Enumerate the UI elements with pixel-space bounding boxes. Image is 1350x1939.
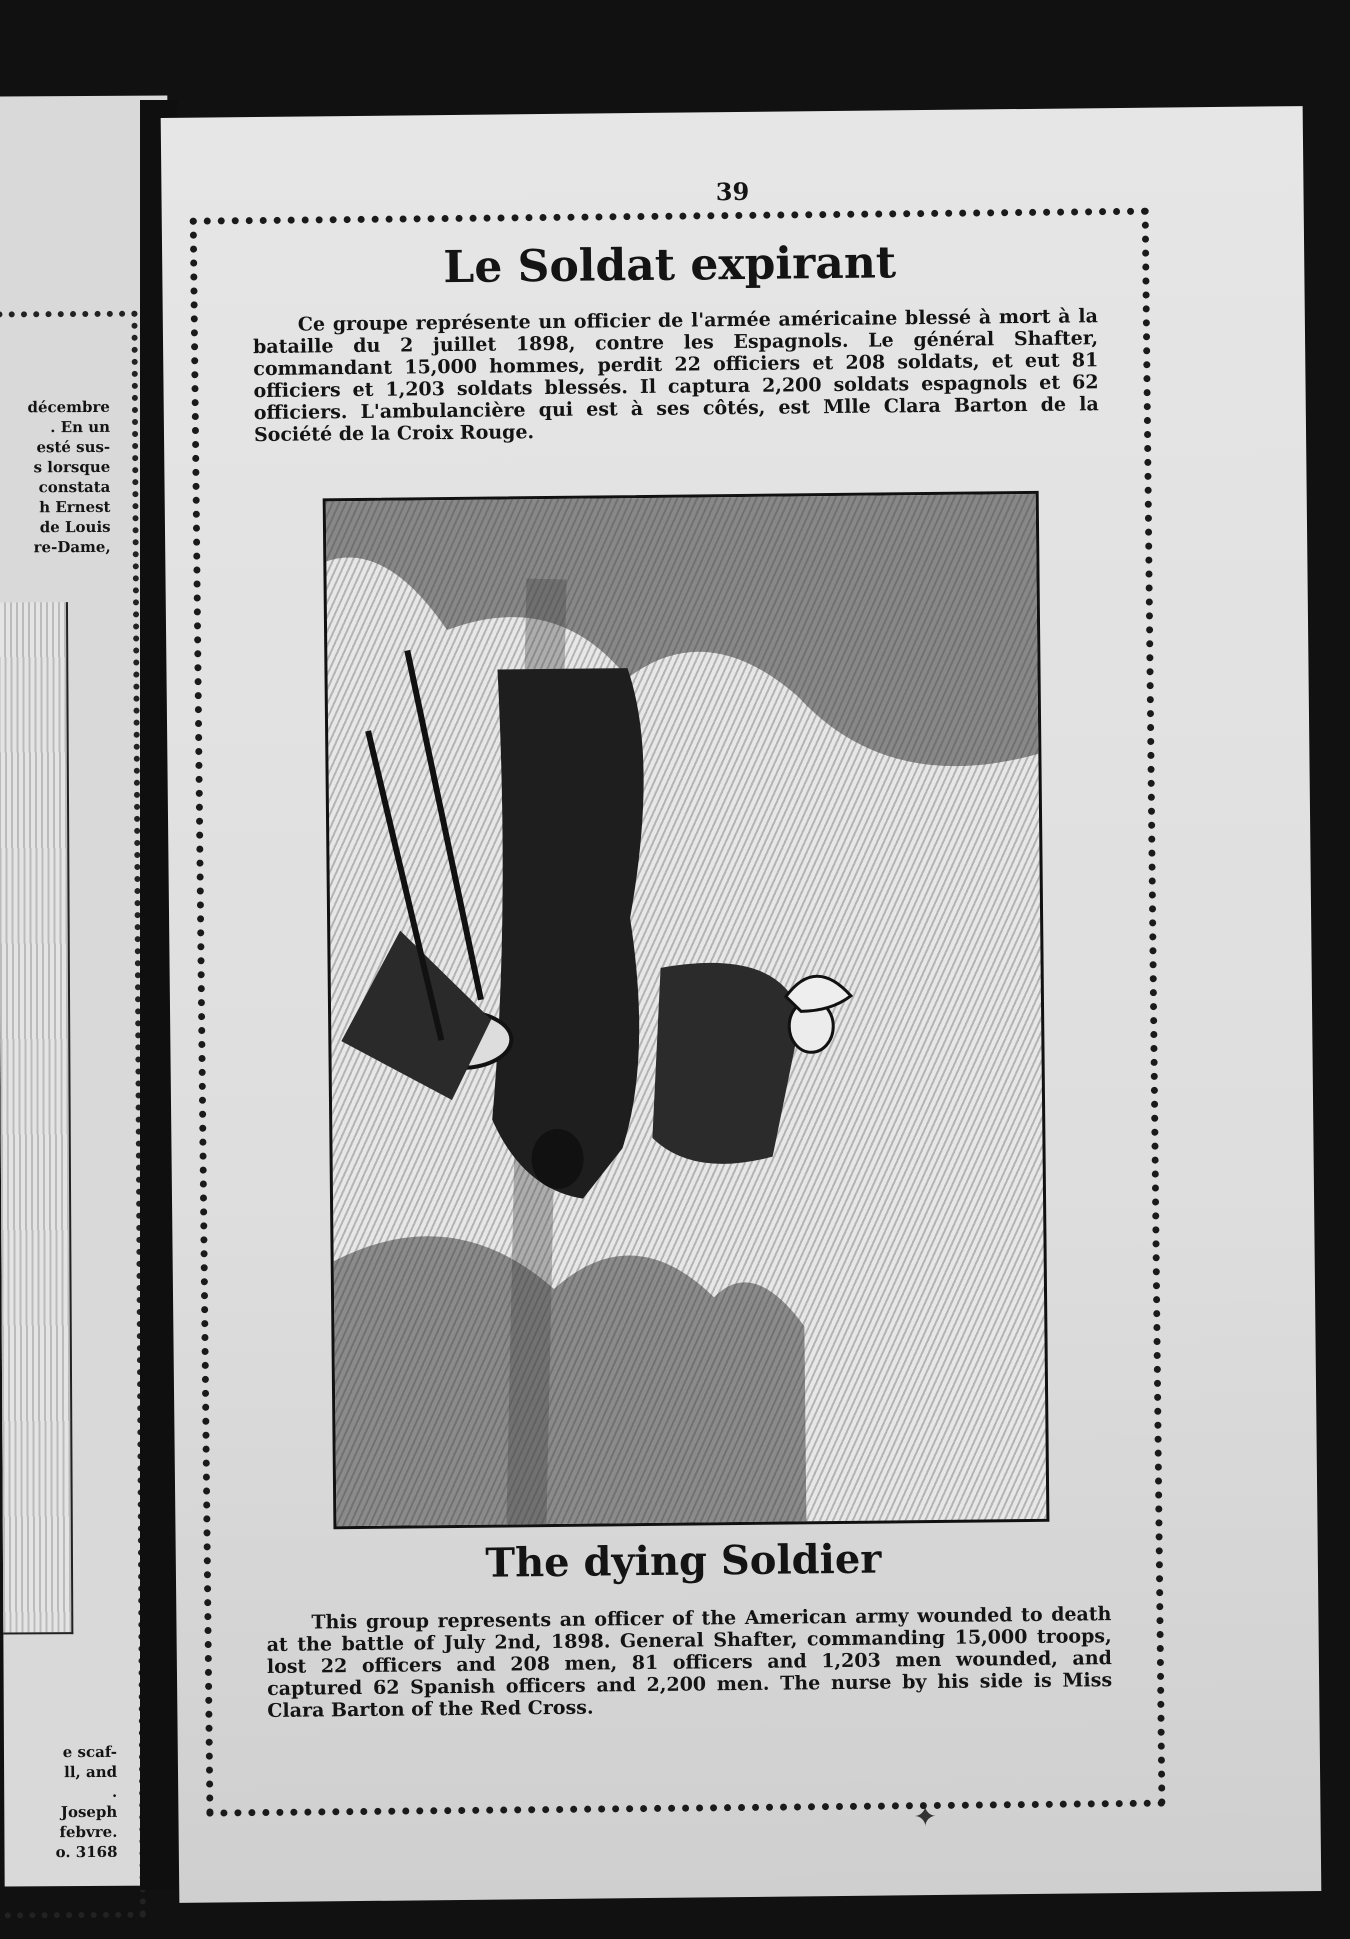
ornamental-dotted-border bbox=[190, 208, 1166, 1817]
ink-smudge: ✦ bbox=[913, 1799, 938, 1834]
soldier-body bbox=[487, 668, 648, 1200]
caption-french: Ce groupe représente un officier de l'armée américaine blessé à mort à la bataille du 2 juillet 1898, contre les Espagnols. Le général Shafter, commandant 15,000 hommes, perdit 22 officiers et 208 soldats, et eut 81 officiers et 1,203 soldats blessés. Il captura 2,200 soldats espagnols et 62 officiers. L'ambulancière qui est à ses côtés, est Mlle Clara Barton de la Société de la Croix Rouge. bbox=[252, 305, 1099, 447]
page-39 bbox=[161, 106, 1322, 1903]
left-page-text-bottom: e scaf- ll, and . Joseph febvre. o. 3168 bbox=[55, 1742, 118, 1862]
page-number: 39 bbox=[715, 176, 750, 207]
left-page-illustration-fragment bbox=[0, 602, 73, 1634]
foliage-top bbox=[326, 494, 1039, 773]
caption-english: This group represents an officer of the American army wounded to death at the battle of July 2nd, 1898. General Shafter, commanding 15,000 troops, lost 22 officers and 208 men, 81 officers and 1,203 men wounded, and captured 62 Spanish officers and 2,200 men. The nurse by his side is Miss Clara Barton of the Red Cross. bbox=[266, 1603, 1113, 1722]
engraving-dying-soldier-icon bbox=[323, 491, 1050, 1529]
nurse-hat bbox=[786, 976, 851, 1012]
engraving-svg bbox=[326, 494, 1047, 1526]
nurse-body bbox=[651, 962, 803, 1165]
left-page-text-top: décembre . En un esté sus- s lorsque constata h Ernest de Louis re-Dame, bbox=[27, 397, 111, 557]
title-french: Le Soldat expirant bbox=[443, 237, 897, 294]
left-page-frame bbox=[0, 311, 146, 1919]
title-english: The dying Soldier bbox=[485, 1535, 882, 1587]
foliage-bottom bbox=[333, 1232, 806, 1526]
